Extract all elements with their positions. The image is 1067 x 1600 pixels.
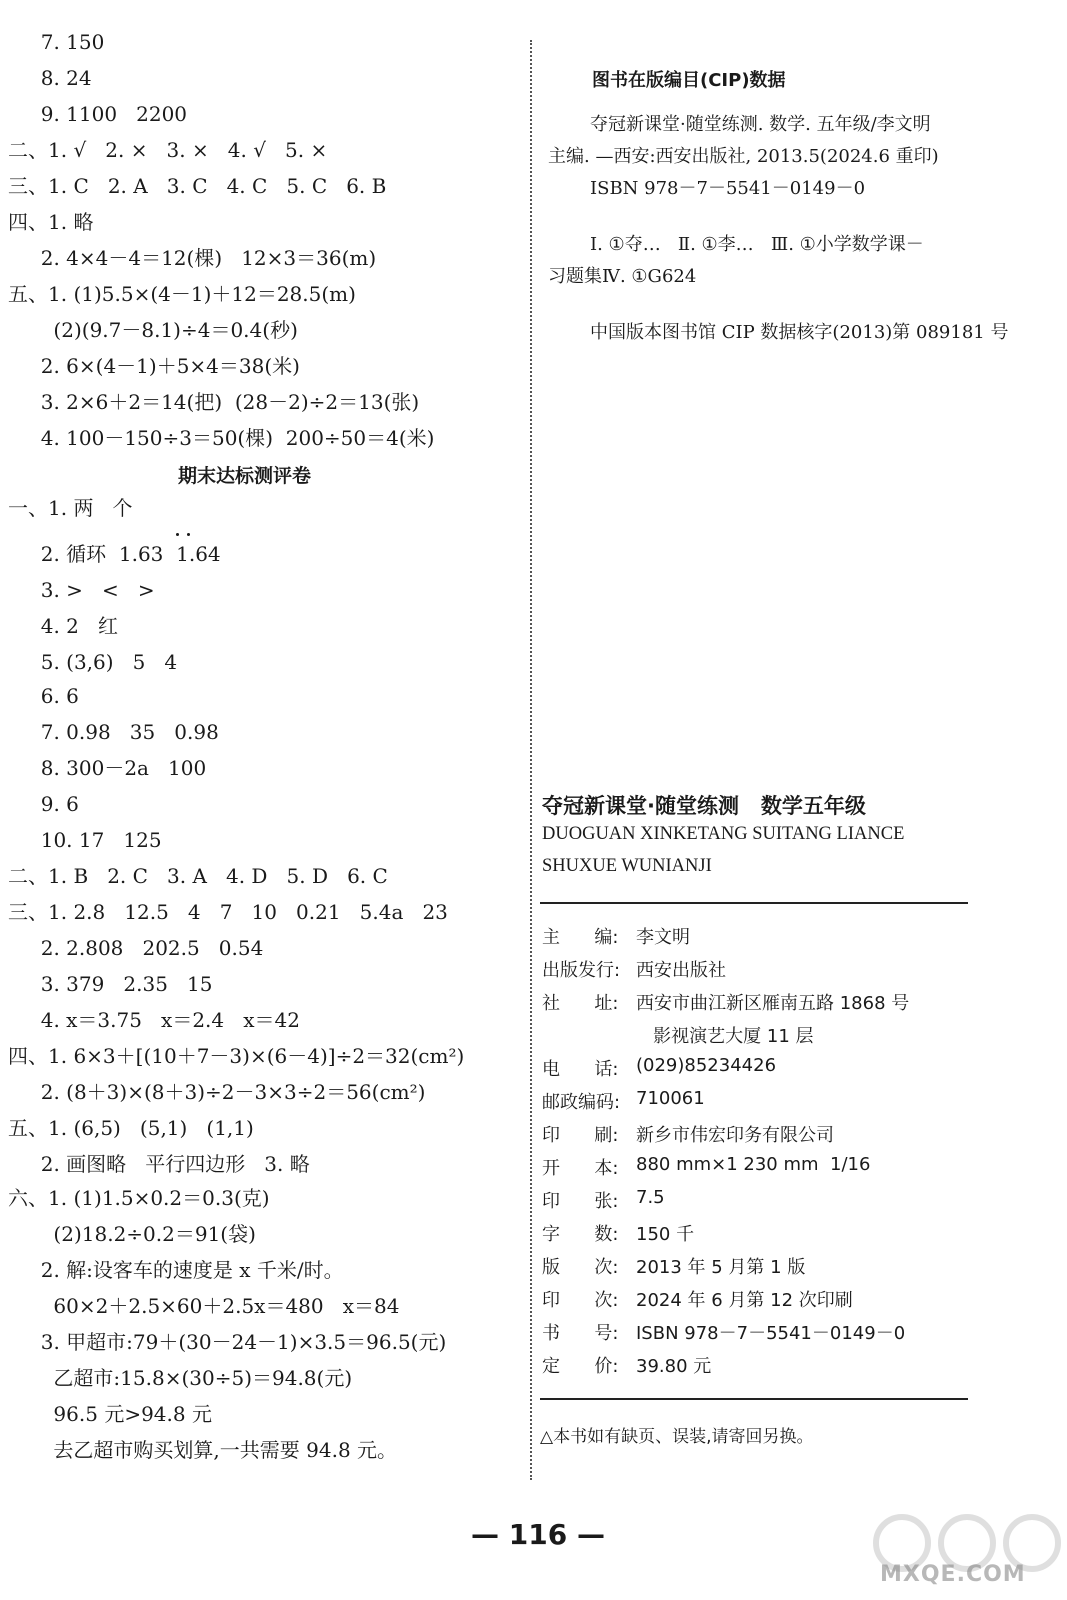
colophon-row-value: (029)85234426 — [636, 1055, 777, 1076]
cip-line: ISBN 978－7－5541－0149－0 — [590, 178, 866, 199]
colophon-row-value: 39.80 元 — [636, 1356, 712, 1377]
cip-line: Ⅰ. ①夺… Ⅱ. ①李… Ⅲ. ①小学数学课－ — [590, 234, 924, 255]
colophon-row-value: 新乡市伟宏印务有限公司 — [636, 1125, 834, 1146]
colophon-row-label: 字 数: — [542, 1224, 619, 1245]
colophon-row-value: 7.5 — [636, 1187, 665, 1208]
answer-line: 7. 0.98 35 0.98 — [28, 720, 219, 744]
answer-line: 60×2＋2.5×60＋2.5x＝480 x＝84 — [28, 1294, 400, 1318]
answer-line: 3. 2×6＋2＝14(把) (28－2)÷2＝13(张) — [28, 390, 420, 414]
answer-line: 2. 循环 1.63 1.64 — [28, 542, 221, 566]
book-title-pinyin: SHUXUE WUNIANJI — [542, 856, 712, 876]
colophon-row-label: 印 张: — [542, 1191, 619, 1212]
colophon-rule-bottom — [540, 1398, 968, 1400]
colophon-row-label: 书 号: — [542, 1323, 619, 1344]
answer-line: (2)18.2÷0.2＝91(袋) — [28, 1222, 256, 1246]
cip-title: 图书在版编目(CIP)数据 — [592, 70, 786, 91]
colophon-row-label: 出版发行: — [542, 960, 621, 981]
answer-line: 4. x＝3.75 x＝2.4 x＝42 — [28, 1008, 300, 1032]
answer-line: 乙超市:15.8×(30÷5)＝94.8(元) — [28, 1366, 353, 1390]
answer-line: 3. 379 2.35 15 — [28, 972, 213, 996]
colophon-row-label: 定 价: — [542, 1356, 619, 1377]
colophon-row-label: 印 刷: — [542, 1125, 619, 1146]
colophon-row-value: 影视演艺大厦 11 层 — [636, 1026, 814, 1047]
colophon-rule-top — [540, 902, 968, 904]
answer-line: 四、1. 6×3＋[(10＋7－3)×(6－4)]÷2＝32(cm²) — [8, 1044, 465, 1068]
watermark-text: MXQE.COM — [880, 1562, 1026, 1587]
answer-line: 10. 17 125 — [28, 828, 162, 852]
answer-line: 2. 6×(4－1)＋5×4＝38(米) — [28, 354, 300, 378]
cip-line: 中国版本图书馆 CIP 数据核字(2013)第 089181 号 — [590, 322, 1009, 343]
answer-line: 3. > < > — [28, 578, 155, 602]
answer-line: 五、1. (6,5) (5,1) (1,1) — [8, 1116, 254, 1140]
cip-line: 夺冠新课堂·随堂练测. 数学. 五年级/李文明 — [590, 114, 931, 135]
colophon-row-label: 开 本: — [542, 1158, 619, 1179]
answer-line: 7. 150 — [28, 30, 105, 54]
repeating-decimal-dot — [176, 533, 179, 536]
section-title: 期末达标测评卷 — [178, 465, 312, 487]
colophon-row-label: 主 编: — [542, 927, 619, 948]
colophon-row-value: 880 mm×1 230 mm 1/16 — [636, 1154, 871, 1175]
answer-line: 3. 甲超市:79＋(30－24－1)×3.5＝96.5(元) — [28, 1330, 447, 1354]
cip-line: 习题集Ⅳ. ①G624 — [548, 266, 697, 287]
answer-line: 一、1. 两 个 — [8, 496, 133, 520]
colophon-row-value: 李文明 — [636, 927, 690, 948]
answer-line: 9. 6 — [28, 792, 79, 816]
answer-line: 四、1. 略 — [8, 210, 94, 234]
colophon-row-value: 西安市曲江新区雁南五路 1868 号 — [636, 993, 910, 1014]
column-divider — [530, 40, 532, 1480]
answer-line: 8. 24 — [28, 66, 92, 90]
book-title-pinyin: DUOGUAN XINKETANG SUITANG LIANCE — [542, 824, 905, 844]
answer-line: 9. 1100 2200 — [28, 102, 188, 126]
answer-line: 六、1. (1)1.5×0.2＝0.3(克) — [8, 1186, 270, 1210]
answer-line: 2. 解:设客车的速度是 x 千米/时。 — [28, 1258, 344, 1282]
answer-line: 8. 300－2a 100 — [28, 756, 207, 780]
answer-line: 二、1. √ 2. × 3. × 4. √ 5. × — [8, 138, 328, 162]
colophon-row-label: 邮政编码: — [542, 1092, 621, 1113]
answer-line: 三、1. C 2. A 3. C 4. C 5. C 6. B — [8, 174, 387, 198]
answer-line: 2. (8＋3)×(8＋3)÷2－3×3÷2＝56(cm²) — [28, 1080, 426, 1104]
answer-line: 2. 画图略 平行四边形 3. 略 — [28, 1152, 310, 1176]
answer-line: 三、1. 2.8 12.5 4 7 10 0.21 5.4a 23 — [8, 900, 448, 924]
page-number: — 116 — — [471, 1518, 605, 1551]
answer-line: (2)(9.7－8.1)÷4＝0.4(秒) — [28, 318, 298, 342]
answer-line: 2. 2.808 202.5 0.54 — [28, 936, 264, 960]
answer-line: 2. 4×4－4＝12(棵) 12×3＝36(m) — [28, 246, 377, 270]
colophon-row-label: 版 次: — [542, 1257, 619, 1278]
footnote: △本书如有缺页、误装,请寄回另换。 — [540, 1427, 814, 1447]
cip-line: 主编. —西安:西安出版社, 2013.5(2024.6 重印) — [548, 146, 939, 167]
answer-line: 二、1. B 2. C 3. A 4. D 5. D 6. C — [8, 864, 388, 888]
answer-line: 4. 2 红 — [28, 614, 118, 638]
repeating-decimal-dot — [187, 533, 190, 536]
answer-line: 5. (3,6) 5 4 — [28, 650, 178, 674]
book-title: 夺冠新课堂·随堂练测 数学五年级 — [542, 794, 866, 818]
colophon-row-value: 2024 年 6 月第 12 次印刷 — [636, 1290, 853, 1311]
answer-line: 去乙超市购买划算,一共需要 94.8 元。 — [28, 1438, 398, 1462]
colophon-row-value: 710061 — [636, 1088, 705, 1109]
answer-line: 五、1. (1)5.5×(4－1)＋12＝28.5(m) — [8, 282, 356, 306]
answer-line: 6. 6 — [28, 684, 79, 708]
colophon-row-value: 2013 年 5 月第 1 版 — [636, 1257, 806, 1278]
colophon-row-label: 电 话: — [542, 1059, 619, 1080]
colophon-row-label: 社 址: — [542, 993, 619, 1014]
answer-line: 4. 100－150÷3＝50(棵) 200÷50＝4(米) — [28, 426, 435, 450]
colophon-row-value: ISBN 978－7－5541－0149－0 — [636, 1323, 906, 1344]
colophon-row-value: 西安出版社 — [636, 960, 726, 981]
colophon-row-value: 150 千 — [636, 1224, 695, 1245]
colophon-row-label: 印 次: — [542, 1290, 619, 1311]
answer-line: 96.5 元>94.8 元 — [28, 1402, 212, 1426]
